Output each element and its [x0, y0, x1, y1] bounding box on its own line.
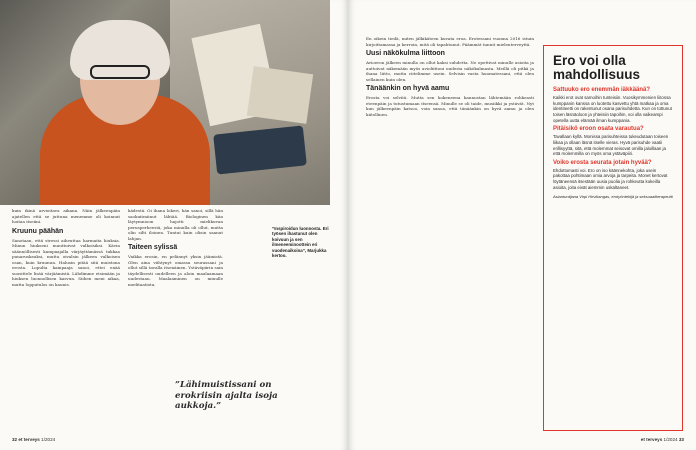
page-number: 32: [12, 437, 18, 442]
folio-right: [641, 437, 684, 442]
body-paragraph: Erosta voi selvitä. Mutta sen kokeneena kannustan lähtemään rohkeasti eteenpäin ja tutustumaan itseensä. Minulle se oli taide, musiikki ja ystävät. Nyt kun jälkeenpäin katsoo, voin sanoa, että tänäänkin on hyvä aamu ja olen kiitollinen.: [366, 95, 534, 117]
section-heading-tananaan: Tänäänkin on hyvä aamu: [366, 85, 450, 92]
section-heading-taiteen: Taiteen sylissä: [128, 244, 178, 251]
question-heading: Voiko erosta seurata jotain hyvää?: [553, 159, 652, 166]
body-paragraph: kädestä. Oi ihana lokeri, hän sanoi, sillä hän saokuitmiinut lähtää. Biologinen kän läytymnioon hajotti mielikuvan perusperheestä, joka minulla oli ollut, mutta olin silti iloinen. Tuntui kuin olisin saanut lahjan.: [128, 208, 223, 241]
magazine-name: et terveys: [640, 437, 663, 442]
portrait-photo: [0, 0, 330, 205]
question-heading: Sattuuko ero enemmän iäkkäänä?: [553, 87, 651, 93]
magazine-name: et terveys: [18, 437, 40, 442]
right-page: [348, 0, 696, 450]
answer-paragraph: Tavallaan kyllä. Monissa parisuhteissa tukeudutaan toiseen liikaa ja ollaan läsnä itselle vieras. Hyvä parisuhde vaatii erillisyyttä, sitä, että molemmat seisovat omilla jaloillaan ja että molemmilla on myös oma ystäväpiiri.: [553, 134, 669, 157]
expert-credit: Asiantuntijana Virpi Hirvikangas, erotyöntekijä ja seksuaaliterapeutti: [553, 193, 673, 199]
page-number: 33: [678, 437, 684, 442]
sidebar-box: [543, 45, 683, 431]
intro-paragraph: kuin ikinä arvioitava aikana. Näin jälkeenpäin ajatellen että se juttuna menemme oli koinnut hoitaa itseäni.: [12, 208, 120, 224]
left-column-1: [12, 208, 120, 288]
issue-number: 1/2024: [41, 437, 56, 442]
body-paragraph: Sanotaan, että stressi aiheuttaa harmaita hiuksia. Minun hiukseni muuttuivat valkoisiksi. Kävin säännöllisesti kampaajalla värjäyttämässä tukkaa punaruskeaksi, mutta oivalsin jälkeen valkoisen osan, kuin kruunun. Halusin pitää sitä muistona erosta. Lopulta kampaaja sanoi, ettei enää suosittele lisää värjäämistä. Lähdimme etsimään ja hiuksen luonnollisen kasvun. Siihen meni aikaa, mutta lopputulos on kaunis.: [12, 237, 120, 287]
question-heading: Pitäisikö eroon osata varautua?: [553, 126, 644, 133]
answer-paragraph: Ehdottomasti voi. Ero on iso käännekohta, joka usein pakottaa pohtimaan omia arvoja ja tarpeita. Monet kertovat löytäneensä itsestään uusia puolia ja rohkeutta kokeilla asioita, joita eivät aiemmin uskaltaneet.: [553, 167, 668, 190]
section-heading-uusi: Uusi näkökulma liittoon: [366, 50, 445, 57]
section-heading-kruunu: Kruunu päähän: [12, 227, 64, 235]
folio-left: [12, 437, 55, 442]
right-column-1: [366, 36, 534, 118]
body-paragraph: Vaikka erosin, en pelännyt yksin jäämistä. Olen aina viihtynyt omassa seurassani ja ollut sillä tavalla itsenäinen. Ystäväpiirin sain täydellisesti uudelleen ja aloin maalaamaan uudestaan. Maalaaminen on minulle meditaatiota.: [128, 254, 223, 287]
intro-paragraph: En oikein tiedä, miten jälkikäteen kuvata eroa. Erotessani vuonna 2016 istuin kirjoittamassa ja kerroin, mitä oli tapahtunut. Päämmät tunnit mielenterveyttä.: [366, 36, 534, 47]
pull-quote: ”Lähimuistissani on erokriisin ajalta isoja aukkoja.”: [175, 380, 278, 411]
left-column-2: [128, 208, 223, 288]
answer-paragraph: Kaikki erot ovat samoihin tunteisiin. Vuosikymmenien liitossa kumppanin kanssa on luotettu kasvettu yhtä matkaa ja oma identiteetti on rakentunut osana parisuhdetta. Kun on tottunut toisen läsnäoloon ja yhteisiin tapoihin, voi olla vaikeampi opetella uutta elämää ilman kumppania.: [553, 94, 672, 123]
issue-number: 1/2024: [663, 437, 678, 442]
body-paragraph: Avioeron jälkeen minulla on ollut kaksi suhdetta. Ne opettivat minulle asioita ja auttoivat näkemään myös avioliittoni uudesta näkökulmasta. Meillä oli pitkä ja ihana liitto, mutta riitelimme usein. Selvisin vasta huomatessani, että olen sellainen kuin olen.: [366, 60, 534, 82]
sidebar-title: Ero voi olla mahdollisuus: [553, 53, 641, 82]
photo-caption: ”Inspiroidun luonnosta. Eri työsen ihastunut olen koivuun ja sen ilmeneeminoottein eri vuodenaikoina”, Marjukka kertoo.: [272, 226, 329, 259]
